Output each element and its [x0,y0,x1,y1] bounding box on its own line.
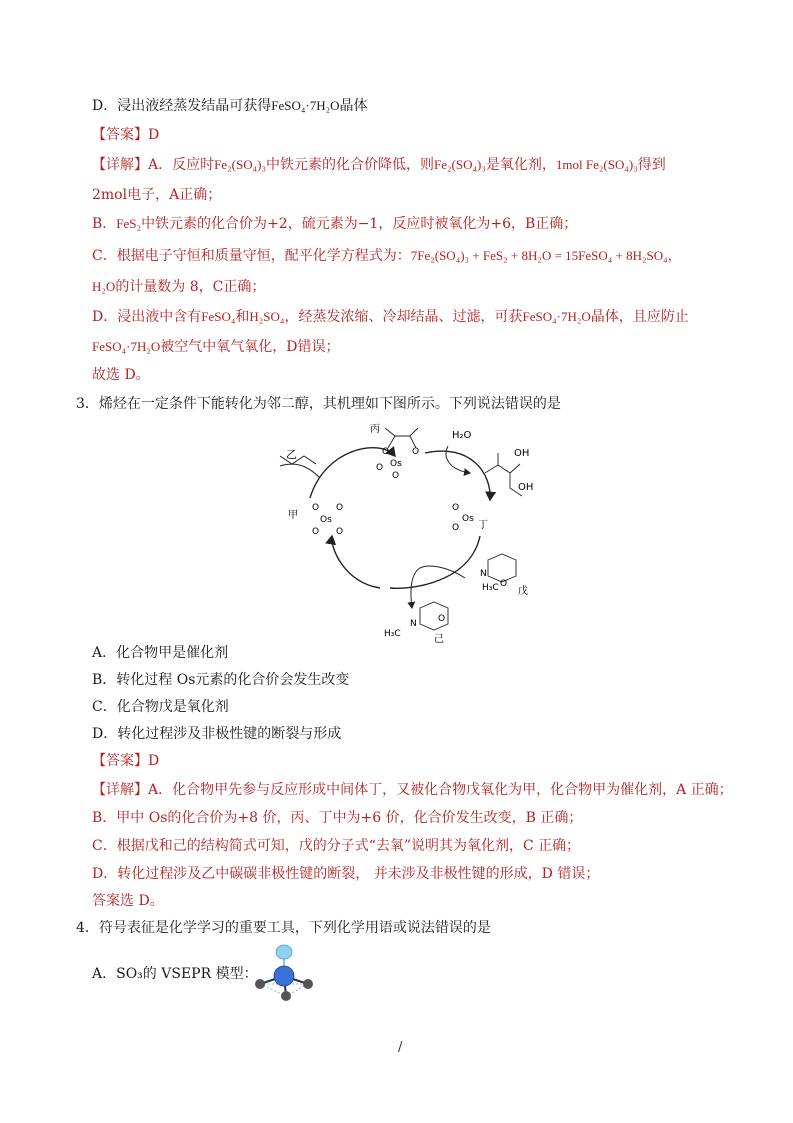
formula: FeSO₄·7H₂O [92,339,161,354]
formula: Fe₂(SO₄)₃ [434,157,486,172]
answer-tag: 【答案】 [92,753,148,769]
formula: 1mol Fe₂(SO₄)₃ [555,157,638,172]
oxidant-arrow [411,566,465,608]
text: 得到 [637,157,666,173]
atom-os: Os [390,459,402,469]
q2-answer [92,125,159,145]
label-bing: 丙 [370,424,380,435]
outer-atom [303,979,313,989]
q2-detail-line-2: 2mol电子，A正确； [92,187,222,203]
reaction-mechanism-diagram [270,418,540,644]
atom-o: O [376,463,384,473]
outer-atom [281,991,291,1001]
lone-pair-lobe [276,945,292,959]
vsepr-model-image [248,942,320,1002]
water-entry-arrow [446,446,470,473]
q2-detail-line-1 [92,155,666,175]
atom-o: O [392,471,400,481]
formula: Fe₂(SO₄)₃ [214,157,266,172]
text: C．根据电子守恒和质量守恒，配平化学方程式为： [92,248,411,264]
formula: H₂O [92,279,116,294]
text: ，B正确； [510,216,578,232]
atom-o: O [382,447,390,457]
equation: 7Fe₂(SO₄)₃ + FeS₂ + 8H₂O = 15FeSO₄ + 8H₂SO₄， [410,248,681,263]
text: 中铁元素的化合价为 [141,216,268,232]
atom-o: O [336,503,344,513]
wu-ring [488,554,516,582]
atom-o: O [412,447,420,457]
atom-o: O [452,503,460,513]
answer-value: D [148,127,160,143]
formula: FeS₂ [116,216,142,231]
label-jia: 甲 [288,510,298,521]
atom-n: N [480,569,487,579]
atom-os: Os [462,514,474,524]
methyl: H₃C [482,583,499,593]
label-ding: 丁 [478,520,488,531]
text: A．化合物甲先参与反应形成中间体丁，又被化合物戊氧化为甲，化合物甲为催化剂，A 正确； [148,782,733,798]
detail-tag: 【详解】 [92,157,148,173]
q2-option-d-end: 晶体 [339,98,368,114]
q2-option-d [92,96,368,116]
atom-o: O [500,579,508,589]
q2-detail-line-5 [92,277,265,297]
formula: FeSO₄ [201,309,236,324]
q3-option-d: D．转化过程涉及非极性键的断裂与形成 [92,726,342,742]
q2-detail-line-7 [92,337,340,357]
q3-option-b: B．转化过程 Os元素的化合价会发生改变 [92,672,350,688]
label-wu: 戊 [518,586,528,597]
q3-option-a: A．化合物甲是催化剂 [92,645,229,661]
cycle-arrow-bottom-left [332,536,380,588]
text: ，反应时被氧化为 [378,216,491,232]
q2-detail-line-4 [92,246,681,266]
text: B． [92,216,117,232]
cycle-arc-bottom-right [390,536,480,588]
text: ，经蒸发浓缩、冷却结晶、过滤，可获 [284,309,523,325]
q3-conclusion: 答案选 D。 [92,893,164,909]
diol-skeleton [485,453,522,496]
methyl: H₃C [384,629,401,639]
q2-conclusion: 故选 D。 [92,367,150,383]
text: 和 [235,309,250,325]
text: A．反应时 [148,157,215,173]
formula: FeSO₄·7H₂O [271,98,340,113]
text: 是氧化剂， [485,157,556,173]
atom-o: O [336,527,344,537]
q2-option-d-text: D．浸出液经蒸发结晶可获得 [92,98,272,114]
text: 的计量数为 8，C正确； [115,279,266,295]
label-yi: 乙 [286,448,297,461]
value: +2 [267,216,288,232]
central-atom [274,966,294,986]
answer-value: D [148,753,160,769]
q2-detail-line-3 [92,214,577,234]
detail-tag: 【详解】 [92,782,148,798]
atom-o: O [438,614,446,624]
formula: H₂SO₄ [249,309,285,324]
text: 中铁元素的化合价降低，则 [266,157,434,173]
hydroxyl-2: OH [518,482,534,493]
text: 被空气中氧气氧化，D错误； [160,339,340,355]
hydroxyl-1: OH [514,448,530,459]
atom-o: O [312,503,320,513]
q3-detail-line-4: D．转化过程涉及乙中碳碳非极性键的断裂， 并未涉及非极性键的形成，D 错误； [92,866,600,882]
q3-answer [92,751,159,771]
alkene-entry-arrow [280,464,320,478]
label-ji: 己 [434,634,444,644]
formula: FeSO₄·7H₂O [522,309,591,324]
bing-skeleton [385,428,418,448]
water-label: H₂O [452,430,472,441]
q4-option-a: A．SO₃的 VSEPR 模型： [92,966,258,982]
q4-stem: 4．符号表征是化学学习的重要工具，下列化学用语或说法错误的是 [76,920,491,936]
text: 晶体，且应防止 [590,309,689,325]
q3-stem: 3．烯烃在一定条件下能转化为邻二醇，其机理如下图所示。下列说法错误的是 [76,396,561,412]
atom-o: O [312,527,320,537]
text: D．浸出液中含有 [92,309,202,325]
atom-n: N [410,619,417,629]
value: −1 [357,216,379,232]
value: +6 [490,216,511,232]
atom-os: Os [320,515,332,525]
outer-atom [255,979,265,989]
q3-detail-line-3: C．根据戊和己的结构简式可知，戊的分子式“去氧”说明其为氧化剂，C 正确； [92,838,581,854]
answer-tag: 【答案】 [92,127,148,143]
text: ，硫元素为 [287,216,358,232]
q3-detail-line-1 [92,780,733,800]
q2-detail-line-6 [92,307,689,327]
q3-option-c: C．化合物戊是氧化剂 [92,699,229,715]
page-number: / [398,1040,403,1055]
cycle-arrow-top-right [425,451,490,500]
atom-o: O [452,523,460,533]
q3-detail-line-2: B．甲中 Os的化合价为+8 价，丙、丁中为+6 价，化合价发生改变，B 正确； [92,810,583,826]
